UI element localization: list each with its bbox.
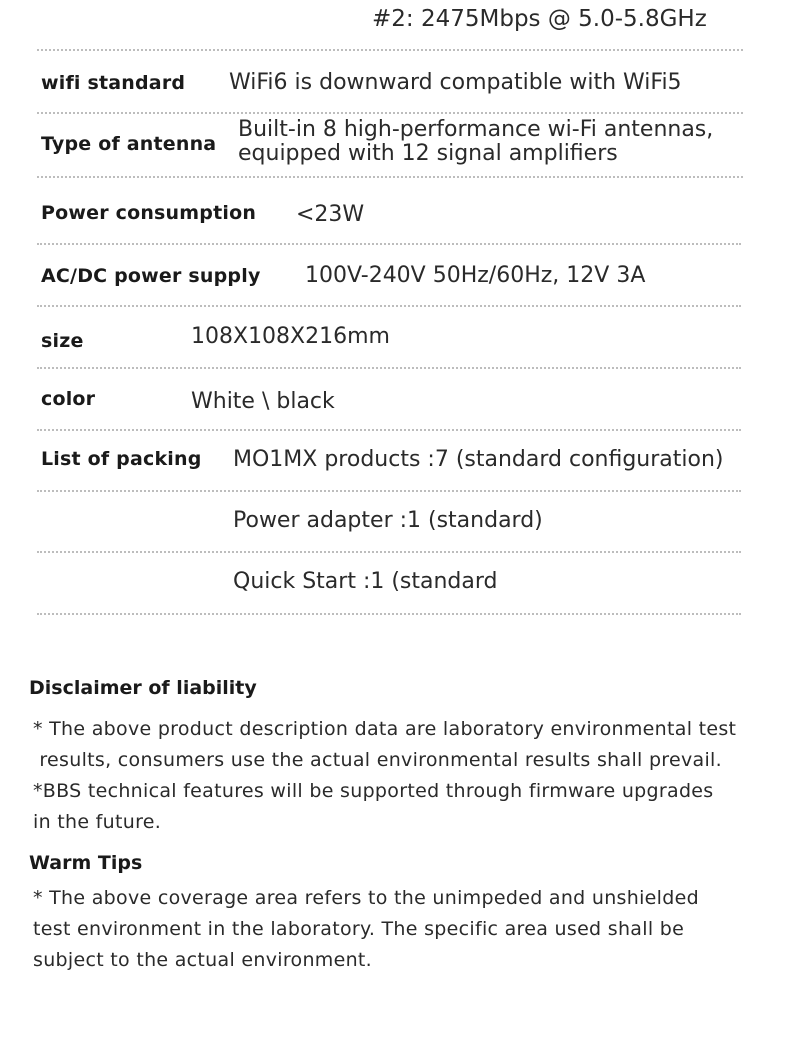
packing-item: Quick Start :1 (standard [233, 569, 498, 594]
antenna-line-1: Built-in 8 high-performance wi-Fi antennas, [238, 117, 714, 142]
disclaimer-line: results, consumers use the actual environmental results shall prevail. [33, 749, 722, 771]
spec-value-supply: 100V-240V 50Hz/60Hz, 12V 3A [305, 263, 646, 288]
disclaimer-title: Disclaimer of liability [29, 677, 257, 699]
packing-item: Power adapter :1 (standard) [233, 508, 543, 533]
divider [37, 49, 743, 51]
divider [37, 551, 741, 553]
spec-value-color: White \ black [191, 389, 335, 414]
spec-label-wifi: wifi standard [41, 72, 186, 94]
disclaimer-line: in the future. [33, 811, 162, 833]
spec-label-antenna: Type of antenna [41, 133, 217, 155]
tips-line: subject to the actual environment. [33, 949, 373, 971]
divider [37, 490, 741, 492]
spec-label-supply: AC/DC power supply [41, 265, 261, 287]
divider [37, 112, 743, 114]
spec-label-color: color [41, 388, 96, 410]
disclaimer-line: *BBS technical features will be supported through firmware upgrades [33, 780, 714, 802]
spec-value-wifi: WiFi6 is downward compatible with WiFi5 [229, 70, 682, 95]
divider [37, 305, 741, 307]
disclaimer-line: * The above product description data are laboratory environmental test [33, 718, 737, 740]
divider [37, 429, 741, 431]
speed-line: #2: 2475Mbps @ 5.0-5.8GHz [372, 6, 707, 32]
spec-value-size: 108X108X216mm [191, 324, 390, 349]
tips-line: * The above coverage area refers to the unimpeded and unshielded [33, 887, 699, 909]
spec-value-power: <23W [296, 202, 365, 227]
tips-title: Warm Tips [29, 852, 143, 874]
divider [37, 176, 743, 178]
spec-value-antenna [238, 118, 713, 166]
divider [37, 613, 741, 615]
spec-label-packing: List of packing [41, 448, 202, 470]
antenna-line-2: equipped with 12 signal amplifiers [238, 141, 618, 166]
tips-line: test environment in the laboratory. The specific area used shall be [33, 918, 685, 940]
divider [37, 243, 741, 245]
packing-item: MO1MX products :7 (standard configuration) [233, 447, 724, 472]
divider [37, 367, 741, 369]
spec-label-size: size [41, 330, 84, 352]
spec-label-power: Power consumption [41, 202, 257, 224]
